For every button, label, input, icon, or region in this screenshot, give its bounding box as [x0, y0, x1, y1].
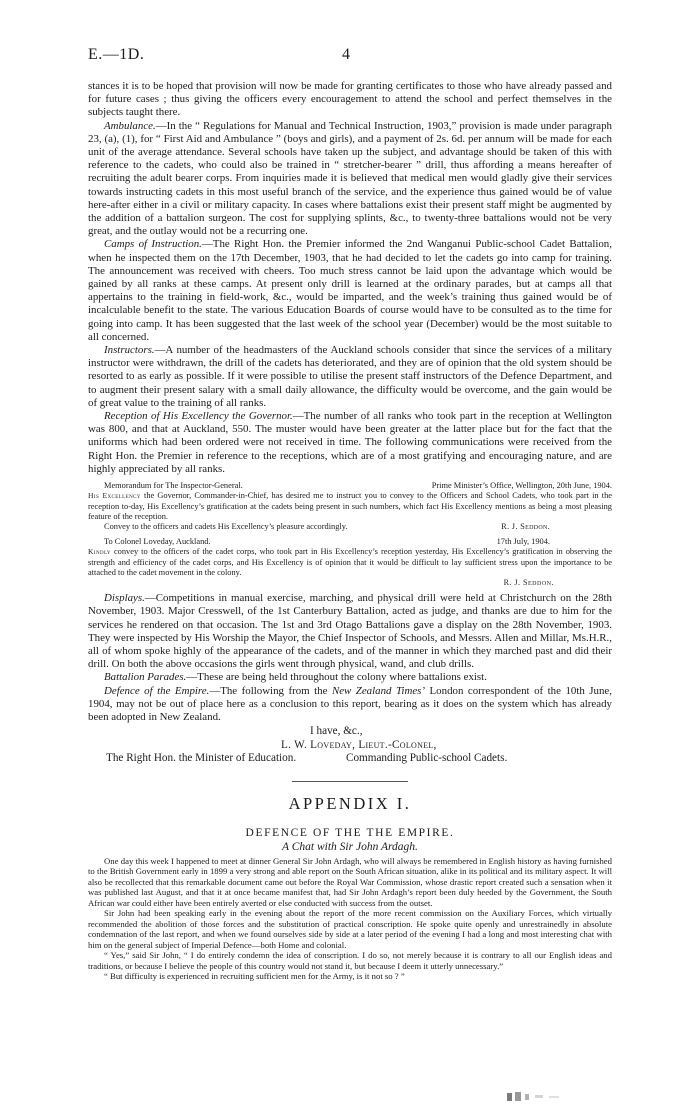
appendix-article [88, 856, 612, 982]
paragraph-text: —A number of the headmasters of the Auckland schools consider that since the services of a military instructor were withdrawn, the drill of the cadets has deteriorated, and they are of opinion that the old system should be resorted to as early as possible. If it were possible to utilise the present staff instructors of the Defence Department, and to augment their present salary with a small daily allowance, the difficulty would be overcome, and the gain would be of great value to the training of all ranks. [88, 344, 612, 409]
paragraph-heading: Instructors. [104, 344, 155, 357]
paragraph-heading: Displays. [104, 592, 145, 605]
memo-from: Prime Minister’s Office, Wellington, 20th June, 1904. [431, 481, 612, 491]
appendix-heading: DEFENCE OF THE THE EMPIRE. [245, 826, 455, 839]
paragraph-heading: Battalion Parades. [104, 671, 187, 684]
memo-to: Memorandum for The Inspector-General. [104, 481, 243, 491]
paragraph-heading: Camps of Instruction. [104, 238, 202, 251]
paragraph-heading: Defence of the Empire. [104, 684, 210, 697]
newspaper-name: New Zealand Times’ [331, 684, 426, 697]
paragraph-parades [88, 671, 612, 684]
memo-lead: His Excellency [88, 491, 141, 501]
signoff [88, 725, 612, 766]
page-header [88, 46, 612, 68]
section-code: E.—1D. [88, 46, 145, 63]
report-body [88, 80, 612, 982]
article-paragraph: One day this week I happened to meet at dinner General Sir John Ardagh, who will always be remembered in English history as having furnished to the British Government early in 1899 a very strong and able report on the South African situation, alike in its political and its military aspect. It will also be recollected that this remarkable document came out before the Royal War Commission, whose drastic report created such a sensation when it was published last August, and that it at once became manifest that, had Sir John Ardagh’s report been duly heeded by the Government, the South African war could either have been entirely averted or else conducted with success from the outset. [88, 855, 612, 908]
memo-body [88, 547, 612, 578]
memo-to: To Colonel Loveday, Auckland. [104, 537, 211, 547]
appendix-subheading: A Chat with Sir John Ardagh. [282, 840, 418, 853]
divider [292, 781, 408, 782]
paragraph-displays [88, 592, 612, 671]
memo-signature: R. J. Seddon. [503, 577, 554, 587]
paragraph-text: London correspondent of the 10th June, 1904, may not be out of place here as a conclusion to this report, bearing as it does on the system which has already been adopted in New Zealand. [88, 684, 612, 723]
signoff-row [88, 752, 612, 766]
memo-signature: R. J. Seddon. [501, 521, 550, 531]
paragraph [88, 80, 612, 120]
memorandum-2 [88, 537, 612, 588]
memo-closing: Convey to the officers and cadets His Excellency’s pleasure accordingly. [104, 521, 348, 531]
memorandum-1 [88, 481, 612, 532]
page-number: 4 [342, 46, 350, 63]
memo-text: the Governor, Commander-in-Chief, has desired me to instruct you to convey to the Officers and School Cadets, who took part in the reception to-day, His Excellency’s gratification at the cadets being present in such numbers, which fact His Excellency mentions as being a most pleasing feature of the reception. [88, 491, 612, 521]
signoff-title: Commanding Public-school Cadets. [346, 752, 508, 765]
memo-closing-row [88, 522, 612, 532]
paragraph-defence [88, 685, 612, 725]
article-paragraph: “ Yes,” said Sir John, “ I do entirely condemn the idea of conscription. I do so, not merely because it is contrary to all our English ideas and traditions, or because I believe the people of this country would not stand it, but because I deem it utterly unnecessary.” [88, 950, 612, 971]
paragraph-text: —Competitions in manual exercise, marching, and physical drill were held at Christchurch on the 28th November, 1903. Major Cresswell, of the 1st Canterbury Battalion, acted as judge, and thanks are due to him for the services he rendered on that occasion. The 1st and 3rd Otago Battalions gave a display on the 28th November, 1903. They were inspected by His Worship the Mayor, the Chief Inspector of Schools, and Messrs. Allen and Millar, Ms.H.R., all of whom spoke highly of the appearance of the cadets, and of the manner in which they marched past and did their drill. On both the above occasions the girls went through physical, wand, and club drills. [88, 592, 612, 671]
signoff-name: L. W. Loveday, Lieut.-Colonel, [281, 738, 437, 751]
memo-header [88, 537, 612, 547]
scan-smudge [505, 1090, 565, 1104]
appendix-title: APPENDIX I. [288, 793, 412, 813]
paragraph-reception [88, 410, 612, 476]
memo-header [88, 481, 612, 491]
memo-lead: Kindly [88, 547, 111, 557]
paragraph-text: —In the “ Regulations for Manual and Technical Instruction, 1903,” provision is made under paragraph 23, (a), (1), for “ First Aid and Ambulance ” (boys and girls), and a payment of 2s. 6d. per annum will be made for each unit of the average attendance. Several schools have taken up the subject, and advantage should be taken of this with reference to the cadets, who could also be trained in “ stretcher-bearer ” drill, thus affording a means hereafter of recruiting the adult bearer corps. From inquiries made it is believed that medical men would gladly give their services towards instructing cadets in this most useful branch of the service, and the experience thus gained would be of value here-after either in a civil or military capacity. In cases where battalions exist their present staff might be augmented by the addition of a battalion surgeon. The cost for supplying splints, &c., to twenty-three battalions would not be very great, and the outlay would not be a recurring one. [88, 119, 612, 238]
paragraph-instructors [88, 344, 612, 410]
signoff-addressee: The Right Hon. the Minister of Education. [106, 752, 297, 765]
signoff-salutation: I have, &c., [310, 725, 363, 738]
paragraph-text: —The number of all ranks who took part in the reception at Wellington was 800, and that at Auckland, 550. The muster would have been greater at the latter place but for the fact that the uniforms which had been ordered were not received in time. The following communications were received from the Right Hon. the Premier in reference to the receptions, which are of a most gratifying and encouraging nature, and are highly appreciated by all ranks. [88, 410, 612, 475]
article-paragraph: Sir John had been speaking early in the evening about the report of the more recent commission on the Auxiliary Forces, which virtually recommended the abolition of those forces and the substitution of practical conscription. He spoke quite openly and unrestrainedly in absolute condemnation of the last report, and when we found ourselves side by side at a later period of the evening I had a long and most interesting chat with him on the general subject of Imperial Defence—both Home and colonial. [88, 908, 612, 950]
paragraph-heading: Reception of His Excellency the Governor. [104, 410, 293, 423]
paragraph-text: —The following from the [209, 684, 332, 697]
memo-date: 17th July, 1904. [496, 537, 550, 547]
paragraph-text: —The Right Hon. the Premier informed the 2nd Wanganui Public-school Cadet Battalion, when he inspected them on the 17th December, 1903, that he had decided to let the cadets go into camp for training. The announcement was received with cheers. Too much stress cannot be laid upon the advantage which would be gained by all ranks at these camps. At present only drill is learned at the ordinary parades, but at camps all that appertains to the training in field-work, &c., would be imparted, and the week’s training thus gained would be of incalculable benefit to the state. The various Education Boards of course would have to be consulted as to the time for going into camp. It has been suggested that the last week of the school year (December) would be the most suitable to all concerned. [88, 238, 612, 343]
paragraph-text: stances it is to be hoped that provision will now be made for granting certificates to those who have already passed and for future cases ; thus giving the officers every encouragement to attend the school and perfect themselves in the subjects taught there. [88, 80, 612, 119]
article-paragraph: “ But difficulty is experienced in recruiting sufficient men for the Army, is it not so ? ” [104, 971, 405, 982]
paragraph-heading: Ambulance. [104, 119, 156, 132]
memo-body [88, 491, 612, 522]
paragraph-ambulance [88, 120, 612, 239]
paragraph-text: —These are being held throughout the colony where battalions exist. [186, 671, 487, 684]
paragraph-camps [88, 238, 612, 344]
memo-text: convey to the officers of the cadet corps, who took part in His Excellency’s reception yesterday, His Excellency’s gratification in observing the strength and efficiency of the cadet corps, and His Excellency is of opinion that it would be difficult to lay sufficient stress upon the importance to be attached to the cadet movement in the colony. [88, 547, 612, 577]
